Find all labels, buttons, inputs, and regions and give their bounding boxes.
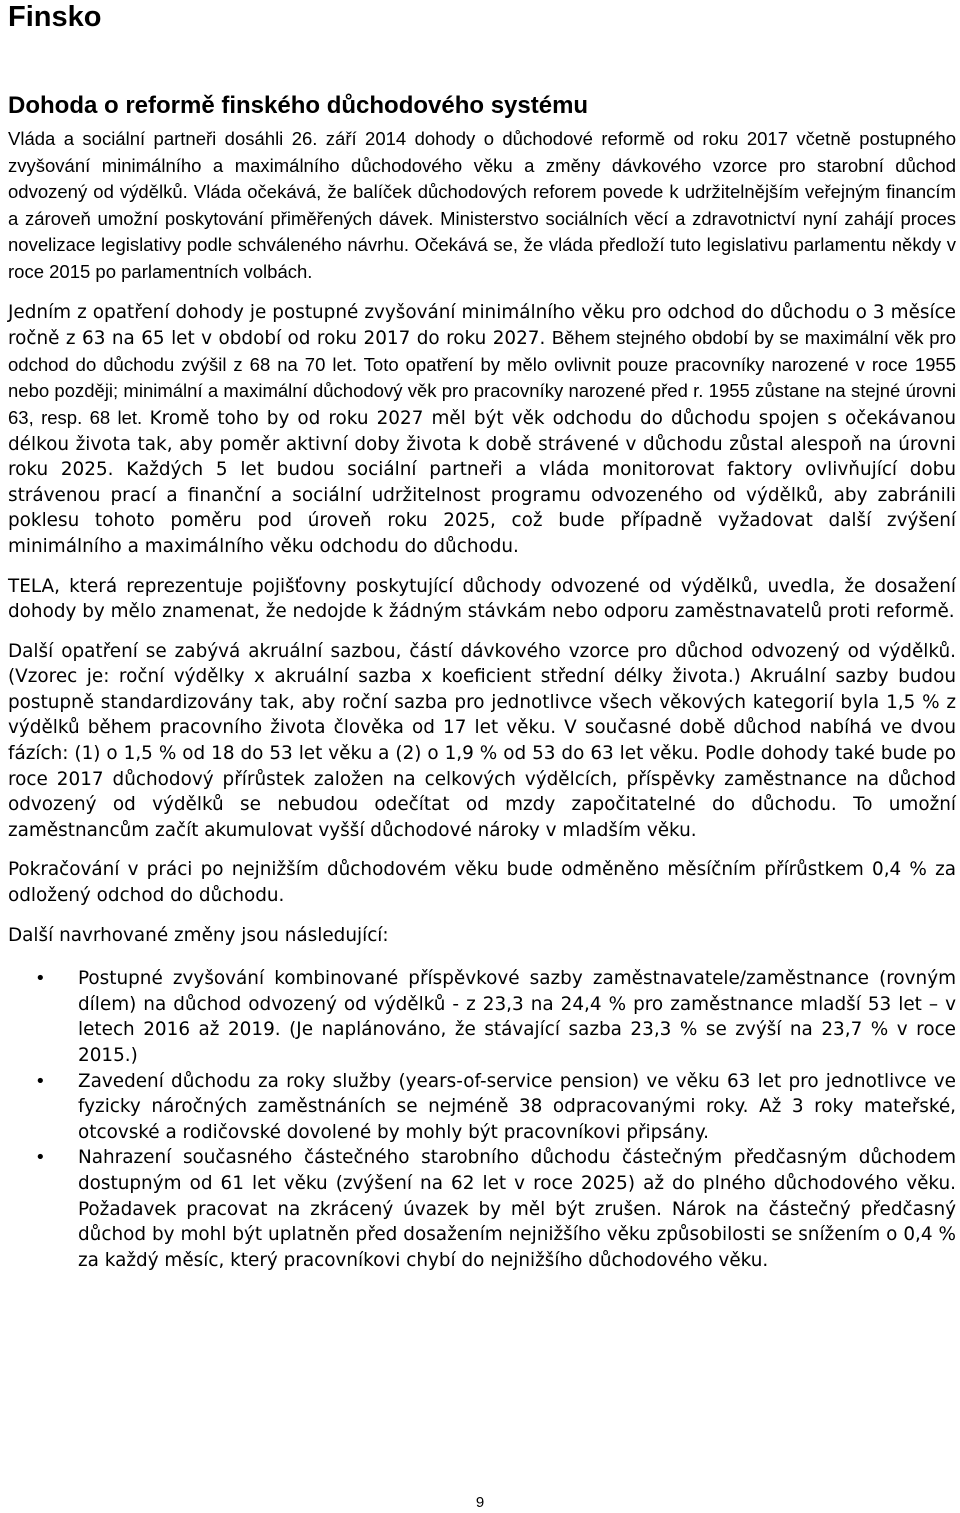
bullet-icon: • bbox=[35, 968, 46, 990]
list-item bbox=[8, 1069, 956, 1146]
paragraph-text: Další opatření se zabývá akruální sazbou, částí dávkového vzorce pro důchod odvozený od výdělků. (Vzorec je: roční výdělky x akruální sazba x koeficient střední délky života.) Akruální sazby budou postupně standardizovány tak, aby roční sazba pro jednotlivce všech věkových kategorií byla 1,5 % z výdělků během pracovního života člověka od 17 let věku. V současné době důchod nabíhá ve dvou fázích: (1) o 1,5 % od 18 do 53 let věku a (2) o 1,9 % od 53 do 63 let věku. Podle dohody také bude po roce 2017 důchodový přírůstek založen na celkových výdělcích, příspěvky zaměstnance na důchod odvozený od výdělků se nebudou odečítat od mzdy započitatelné do důchodu. To umožní zaměstnancům začít akumulovat vyšší důchodové nároky v mladším věku. bbox=[8, 640, 956, 841]
paragraph bbox=[8, 857, 956, 908]
paragraph bbox=[8, 574, 956, 625]
paragraph-text: Během stejného období by se maximální věk pro odchod do důchodu zvýšil z 68 na 70 let. Toto opatření by mělo ovlivnit pouze pracovníky narozené v roce 1955 nebo později; minimální a maximální důchodový věk pro pracovníky narozené před r. 1955 zůstane na stejné úrovni 63, resp. 68 let. bbox=[8, 327, 957, 428]
list-item-text: Zavedení důchodu za roky služby (years-of-service pension) ve věku 63 let pro jednotlivce ve fyzicky náročných zaměstnáních se nejméně 38 odpracovanými roky. Až 3 roky mateřské, otcovské a rodičovské dovolené by mohly být pracovníkovi připsány. bbox=[78, 1070, 956, 1143]
document-page bbox=[8, 0, 956, 1273]
bullet-icon: • bbox=[35, 1070, 46, 1092]
list-item bbox=[8, 966, 956, 1068]
bullet-icon: • bbox=[35, 1147, 46, 1169]
list-item-text: Postupné zvyšování kombinované příspěvkové sazby zaměstnavatele/zaměstnance (rovným dílem) na důchod odvozený od výdělků - z 23,3 na 24,4 % pro zaměstnance mladší 53 let – v letech 2016 až 2019. (Je naplánováno, že stávající sazba 23,3 % se zvýší na 23,7 % v roce 2015.) bbox=[78, 968, 956, 1066]
paragraph bbox=[8, 639, 956, 844]
page-number: 9 bbox=[475, 1494, 485, 1511]
list-item-text: Nahrazení současného částečného starobního důchodu částečným předčasným důchodem dostupným od 61 let věku (zvýšení na 62 let v roce 2025) až do plného důchodového věku. Požadavek pracovat na zkrácený úvazek by měl být zrušen. Nárok na částečný předčasný důchod by mohl být uplatněn před dosažením nejnižšího věku způsobilosti se snížením o 0,4 % za každý měsíc, který pracovníkovi chybí do nejnižšího důchodového věku. bbox=[78, 1147, 956, 1271]
paragraph-text: Další navrhované změny jsou následující: bbox=[8, 924, 389, 946]
paragraph-text: Jedním z opatření dohody je postupné zvyšování minimálního věku pro odchod do důchodu o 3 měsíce ročně z 63 na 65 let v období od roku 2017 do roku 2027. bbox=[8, 301, 956, 350]
paragraph-text: Vláda a sociální partneři dosáhli 26. září 2014 dohody o důchodové reformě od roku 2017 včetně postupného zvyšování minimálního a maximálního důchodového věku a změny dávkového vzorce pro starobní důchod odvozený od výdělků. Vláda očekává, že balíček důchodových reforem povede k udržitelnějším veřejným financím a zároveň umožní poskytování přiměřených dávek. Ministerstvo sociálních věcí a zdravotnictví nyní zahájí proces novelizace legislativy podle schváleného návrhu. Očekává se, že vláda předloží tuto legislativu parlamentu někdy v roce 2015 po parlamentních volbách. bbox=[8, 128, 956, 282]
section-heading: Dohoda o reformě finského důchodového systému bbox=[8, 92, 589, 119]
bullet-list bbox=[8, 966, 956, 1273]
list-item bbox=[8, 1145, 956, 1273]
paragraph bbox=[8, 300, 956, 560]
paragraph-text: TELA, která reprezentuje pojišťovny poskytující důchody odvozené od výdělků, uvedla, že dosažení dohody by mělo znamenat, že nedojde k žádným stávkám nebo odporu zaměstnavatelů proti reformě. bbox=[8, 575, 956, 623]
paragraph bbox=[8, 126, 956, 286]
paragraph-text: Kromě toho by od roku 2027 měl být věk odchodu do důchodu spojen s očekávanou délkou života tak, aby poměr aktivní doby života k době strávené v důchodu zůstal alespoň na úrovni roku 2025. Každých 5 let budou sociální partneři a vláda monitorovat faktory ovlivňující dobu strávenou prací a finanční a sociální udržitelnost programu odvozeného od výdělků, aby zabránili poklesu tohoto poměru pod úroveň roku 2025, což bude případně vyžadovat další zvýšení minimálního a maximálního věku odchodu do důchodu. bbox=[8, 407, 956, 557]
page-title: Finsko bbox=[8, 1, 102, 33]
paragraph-text: Pokračování v práci po nejnižším důchodovém věku bude odměněno měsíčním přírůstkem 0,4 % za odložený odchod do důchodu. bbox=[8, 859, 956, 907]
body-text bbox=[8, 126, 956, 948]
paragraph bbox=[8, 923, 956, 949]
